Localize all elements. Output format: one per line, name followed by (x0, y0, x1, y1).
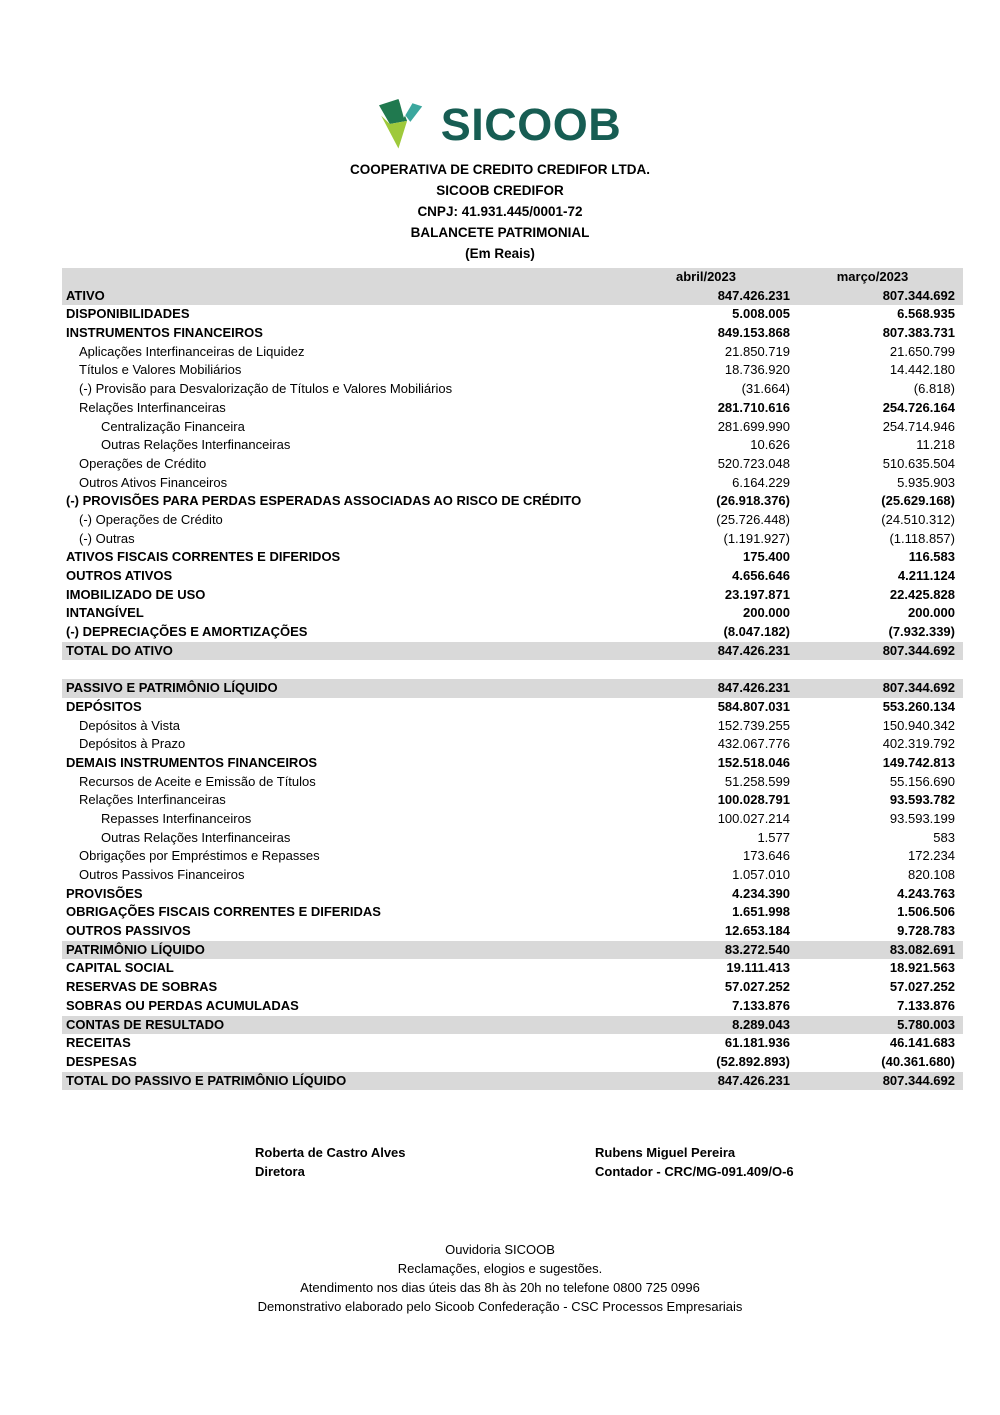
value-abril-2023: 281.710.616 (717, 399, 790, 415)
account-label: DISPONIBILIDADES (66, 306, 190, 322)
account-label: PASSIVO E PATRIMÔNIO LÍQUIDO (66, 680, 278, 696)
entity-name: SICOOB CREDIFOR (436, 183, 564, 198)
table-header-row (62, 268, 963, 287)
value-abril-2023: (25.726.448) (716, 511, 790, 527)
account-label: INSTRUMENTOS FINANCEIROS (66, 325, 263, 341)
value-abril-2023: 100.027.214 (717, 810, 790, 826)
table-row (62, 380, 963, 399)
value-marco-2023: 57.027.252 (889, 979, 955, 995)
table-row (62, 829, 963, 848)
value-marco-2023: 93.593.782 (889, 792, 955, 808)
table-row (62, 623, 963, 642)
document-title: BALANCETE PATRIMONIAL (410, 225, 590, 240)
value-abril-2023: 1.057.010 (732, 867, 790, 882)
value-abril-2023: 173.646 (743, 848, 790, 864)
value-abril-2023: 584.807.031 (717, 698, 790, 714)
table-row (62, 642, 963, 661)
account-label: Relações Interfinanceiras (79, 399, 226, 415)
value-abril-2023: 4.234.390 (732, 885, 790, 901)
table-row (62, 287, 963, 306)
value-abril-2023: 83.272.540 (724, 941, 790, 957)
value-abril-2023: 847.426.231 (717, 680, 790, 696)
value-abril-2023: 8.289.043 (732, 1016, 790, 1032)
value-abril-2023: 7.133.876 (732, 997, 790, 1013)
account-label: CAPITAL SOCIAL (66, 960, 174, 976)
account-label: IMOBILIZADO DE USO (66, 586, 206, 602)
balance-table (62, 268, 963, 1090)
account-label: Outros Passivos Financeiros (79, 867, 245, 882)
value-abril-2023: 12.653.184 (724, 923, 790, 939)
account-label: OUTROS PASSIVOS (66, 923, 191, 939)
table-row (62, 361, 963, 380)
account-label: RECEITAS (66, 1035, 131, 1051)
table-row (62, 978, 963, 997)
value-abril-2023: 847.426.231 (717, 642, 790, 658)
value-marco-2023: 254.714.946 (882, 418, 955, 434)
value-marco-2023: 820.108 (908, 867, 955, 882)
value-abril-2023: (26.918.376) (716, 493, 790, 509)
value-marco-2023: (40.361.680) (881, 1053, 955, 1069)
value-abril-2023: 520.723.048 (717, 455, 790, 471)
account-label: Outros Ativos Financeiros (79, 474, 228, 490)
table-row (62, 530, 963, 549)
value-abril-2023: 51.258.599 (724, 773, 790, 789)
value-abril-2023: 152.739.255 (717, 717, 790, 733)
value-marco-2023: 5.780.003 (897, 1016, 955, 1032)
table-row (62, 773, 963, 792)
value-marco-2023: 46.141.683 (889, 1035, 955, 1051)
table-row (62, 903, 963, 922)
sicoob-logo (24, 98, 976, 150)
table-row (62, 717, 963, 736)
value-abril-2023: 10.626 (750, 437, 790, 453)
signature-name: Rubens Miguel Pereira (595, 1145, 736, 1160)
signature-accountant (595, 1143, 794, 1181)
table-row (62, 455, 963, 474)
value-marco-2023: 9.728.783 (897, 923, 955, 939)
value-marco-2023: 7.133.876 (897, 997, 955, 1013)
account-label: Obrigações por Empréstimos e Repasses (79, 848, 320, 864)
value-marco-2023: (1.118.857) (889, 530, 955, 546)
account-label: Repasses Interfinanceiros (101, 810, 252, 826)
table-rows (62, 287, 963, 1091)
value-abril-2023: 21.850.719 (724, 343, 790, 359)
table-row (62, 305, 963, 324)
account-label: PATRIMÔNIO LÍQUIDO (66, 941, 205, 957)
account-label: RESERVAS DE SOBRAS (66, 979, 218, 995)
value-abril-2023: 1.651.998 (732, 904, 790, 920)
value-marco-2023: (7.932.339) (888, 624, 955, 640)
value-abril-2023: (52.892.893) (716, 1053, 790, 1069)
table-row (62, 959, 963, 978)
account-label: Operações de Crédito (79, 455, 207, 471)
table-row (62, 679, 963, 698)
value-marco-2023: 402.319.792 (882, 736, 955, 752)
value-marco-2023: (25.629.168) (881, 493, 955, 509)
value-abril-2023: 200.000 (743, 605, 790, 621)
value-marco-2023: 14.442.180 (889, 362, 955, 378)
value-marco-2023: 116.583 (908, 549, 955, 565)
table-row (62, 791, 963, 810)
currency-note: (Em Reais) (465, 246, 535, 261)
account-label: TOTAL DO ATIVO (66, 642, 173, 658)
table-row (62, 735, 963, 754)
value-marco-2023: 11.218 (916, 437, 955, 453)
document-footer (24, 1240, 976, 1316)
value-abril-2023: 175.400 (743, 549, 790, 565)
account-label: SOBRAS OU PERDAS ACUMULADAS (66, 997, 299, 1013)
account-label: ATIVOS FISCAIS CORRENTES E DIFERIDOS (66, 549, 341, 565)
value-marco-2023: 18.921.563 (889, 960, 955, 976)
footer-line-reclamacoes: Reclamações, elogios e sugestões. (397, 1261, 603, 1276)
table-row (62, 548, 963, 567)
value-abril-2023: 152.518.046 (717, 754, 790, 770)
table-row (62, 1034, 963, 1053)
value-marco-2023: 4.243.763 (897, 885, 955, 901)
account-label: (-) Outras (79, 530, 135, 546)
account-label: CONTAS DE RESULTADO (66, 1016, 225, 1032)
table-row (62, 567, 963, 586)
account-label: Outras Relações Interfinanceiras (101, 437, 291, 453)
account-label: (-) PROVISÕES PARA PERDAS ESPERADAS ASSOCIADAS AO RISCO DE CRÉDITO (66, 493, 582, 509)
value-marco-2023: 254.726.164 (882, 399, 955, 415)
value-marco-2023: 1.506.506 (897, 904, 955, 920)
table-row (62, 754, 963, 773)
value-abril-2023: 18.736.920 (724, 362, 790, 378)
table-row (62, 866, 963, 885)
value-abril-2023: 23.197.871 (724, 586, 790, 602)
value-marco-2023: 150.940.342 (882, 717, 955, 733)
footer-line-atendimento: Atendimento nos dias úteis das 8h às 20h no telefone 0800 725 0996 (300, 1280, 700, 1295)
value-marco-2023: 6.568.935 (897, 306, 955, 322)
account-label: Depósitos à Vista (79, 717, 180, 733)
account-label: Depósitos à Prazo (79, 736, 186, 752)
account-label: TOTAL DO PASSIVO E PATRIMÔNIO LÍQUIDO (66, 1072, 347, 1088)
account-label: ATIVO (66, 287, 105, 303)
company-name: COOPERATIVA DE CREDITO CREDIFOR LTDA. (349, 162, 650, 177)
value-marco-2023: 200.000 (908, 605, 955, 621)
account-label: INTANGÍVEL (66, 605, 144, 621)
signature-name: Roberta de Castro Alves (255, 1145, 406, 1160)
value-marco-2023: 55.156.690 (889, 773, 955, 789)
signature-role: Contador - CRC/MG-091.409/O-6 (595, 1164, 794, 1179)
value-abril-2023: 1.577 (757, 829, 790, 845)
table-row (62, 997, 963, 1016)
value-marco-2023: 583 (933, 829, 955, 845)
table-row (62, 586, 963, 605)
account-label: Relações Interfinanceiras (79, 792, 226, 808)
account-label: (-) Operações de Crédito (79, 511, 223, 527)
value-marco-2023: 83.082.691 (889, 941, 955, 957)
value-marco-2023: (6.818) (913, 381, 955, 397)
account-label: Aplicações Interfinanceiras de Liquidez (79, 343, 305, 359)
value-marco-2023: 149.742.813 (882, 754, 955, 770)
account-label: Centralização Financeira (101, 418, 245, 434)
value-abril-2023: 849.153.868 (717, 325, 790, 341)
value-abril-2023: 19.111.413 (726, 960, 790, 976)
value-abril-2023: (31.664) (741, 381, 790, 397)
value-marco-2023: 4.211.124 (897, 568, 955, 583)
value-marco-2023: 807.344.692 (882, 287, 955, 303)
table-row (62, 1016, 963, 1035)
table-row (62, 418, 963, 437)
table-row (62, 847, 963, 866)
account-label: DEMAIS INSTRUMENTOS FINANCEIROS (66, 754, 318, 770)
value-abril-2023: 5.008.005 (732, 306, 790, 322)
table-row (62, 810, 963, 829)
sicoob-v-icon (379, 98, 433, 150)
account-label: OUTROS ATIVOS (66, 568, 173, 583)
value-abril-2023: 432.067.776 (717, 736, 790, 752)
value-abril-2023: (8.047.182) (723, 624, 790, 640)
table-row (62, 474, 963, 493)
account-label: Títulos e Valores Mobiliários (79, 362, 242, 378)
table-row (62, 324, 963, 343)
account-label: DEPÓSITOS (66, 698, 142, 714)
value-marco-2023: 807.344.692 (882, 1072, 955, 1088)
table-row (62, 885, 963, 904)
column-header-abril-2023: abril/2023 (676, 269, 736, 284)
table-row (62, 941, 963, 960)
account-label: Recursos de Aceite e Emissão de Títulos (79, 773, 316, 789)
account-label: DESPESAS (66, 1053, 137, 1069)
table-row (62, 399, 963, 418)
account-label: Outras Relações Interfinanceiras (101, 829, 291, 845)
table-row (62, 604, 963, 623)
value-marco-2023: 553.260.134 (882, 698, 955, 714)
value-marco-2023: 5.935.903 (897, 474, 955, 490)
value-marco-2023: 510.635.504 (882, 455, 955, 471)
value-abril-2023: 100.028.791 (717, 792, 790, 808)
table-row (62, 436, 963, 455)
cnpj-line: CNPJ: 41.931.445/0001-72 (417, 204, 583, 219)
value-abril-2023: 61.181.936 (724, 1035, 790, 1051)
table-row (62, 698, 963, 717)
account-label: OBRIGAÇÕES FISCAIS CORRENTES E DIFERIDAS (66, 904, 381, 920)
value-abril-2023: 57.027.252 (724, 979, 790, 995)
account-label: (-) DEPRECIAÇÕES E AMORTIZAÇÕES (66, 624, 308, 640)
account-label: PROVISÕES (66, 885, 143, 901)
value-abril-2023: 6.164.229 (732, 474, 790, 490)
column-header-marco-2023: março/2023 (836, 269, 909, 284)
value-abril-2023: 847.426.231 (717, 1072, 790, 1088)
value-marco-2023: 807.383.731 (882, 325, 955, 341)
value-abril-2023: 281.699.990 (717, 418, 790, 434)
sicoob-wordmark: SICOOB (440, 98, 622, 150)
value-abril-2023: 847.426.231 (717, 287, 790, 303)
footer-line-demonstrativo: Demonstrativo elaborado pelo Sicoob Confederação - CSC Processos Empresariais (257, 1299, 743, 1314)
table-row (62, 1053, 963, 1072)
section-gap (62, 660, 963, 679)
value-marco-2023: 22.425.828 (889, 586, 955, 602)
signature-director (255, 1143, 406, 1181)
table-row (62, 1072, 963, 1091)
table-row (62, 511, 963, 530)
account-label: (-) Provisão para Desvalorização de Títulos e Valores Mobiliários (79, 381, 453, 397)
value-marco-2023: 807.344.692 (882, 642, 955, 658)
value-abril-2023: 4.656.646 (732, 568, 790, 583)
value-marco-2023: (24.510.312) (881, 511, 955, 527)
table-row (62, 922, 963, 941)
value-marco-2023: 21.650.799 (889, 343, 955, 359)
value-marco-2023: 93.593.199 (889, 810, 955, 826)
signature-role: Diretora (255, 1164, 305, 1179)
document-header (24, 159, 976, 264)
value-marco-2023: 807.344.692 (882, 680, 955, 696)
footer-line-ouvidoria: Ouvidoria SICOOB (445, 1242, 555, 1257)
value-abril-2023: (1.191.927) (723, 530, 790, 546)
value-marco-2023: 172.234 (908, 848, 955, 864)
header-empty-cell (62, 268, 622, 287)
table-row (62, 492, 963, 511)
table-row (62, 343, 963, 362)
